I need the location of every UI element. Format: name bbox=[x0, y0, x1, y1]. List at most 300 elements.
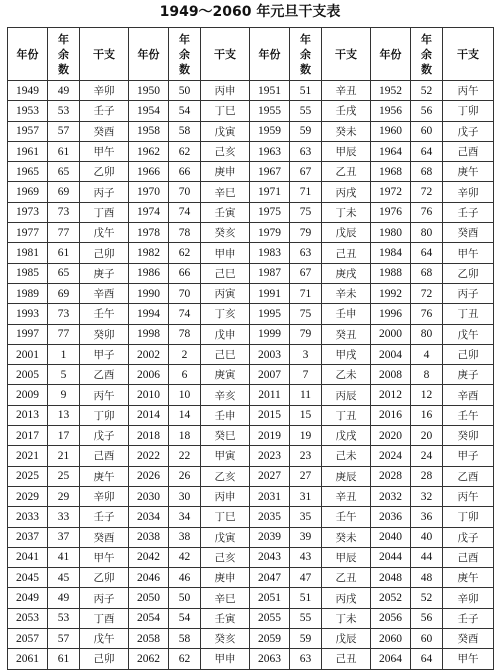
table-row bbox=[8, 466, 494, 486]
remainder-cell: 80 bbox=[411, 324, 443, 344]
table-row bbox=[8, 486, 494, 506]
year-cell: 2033 bbox=[8, 507, 48, 527]
year-cell: 1954 bbox=[129, 101, 169, 121]
remainder-cell: 71 bbox=[290, 182, 322, 202]
remainder-cell: 52 bbox=[411, 588, 443, 608]
year-cell: 2010 bbox=[129, 385, 169, 405]
year-cell: 2025 bbox=[8, 466, 48, 486]
table-row bbox=[8, 629, 494, 649]
year-cell: 2024 bbox=[371, 446, 411, 466]
remainder-cell: 69 bbox=[48, 283, 80, 303]
year-cell: 1950 bbox=[129, 81, 169, 101]
year-cell: 2064 bbox=[371, 649, 411, 669]
remainder-cell: 67 bbox=[290, 162, 322, 182]
ganzhi-cell: 戊午 bbox=[443, 324, 494, 344]
remainder-cell: 29 bbox=[48, 486, 80, 506]
year-cell: 1982 bbox=[129, 243, 169, 263]
ganzhi-cell: 己酉 bbox=[80, 446, 129, 466]
ganzhi-cell: 己卯 bbox=[443, 344, 494, 364]
table-row bbox=[8, 568, 494, 588]
ganzhi-cell: 甲子 bbox=[80, 344, 129, 364]
ganzhi-cell: 甲子 bbox=[443, 446, 494, 466]
ganzhi-cell: 丙辰 bbox=[322, 385, 371, 405]
year-cell: 1994 bbox=[129, 304, 169, 324]
ganzhi-cell: 丙申 bbox=[201, 81, 250, 101]
ganzhi-cell: 辛巳 bbox=[201, 182, 250, 202]
remainder-cell: 30 bbox=[169, 486, 201, 506]
remainder-cell: 67 bbox=[290, 263, 322, 283]
remainder-cell: 36 bbox=[411, 507, 443, 527]
ganzhi-cell: 丙戌 bbox=[322, 588, 371, 608]
ganzhi-cell: 丁丑 bbox=[443, 304, 494, 324]
year-cell: 2058 bbox=[129, 629, 169, 649]
ganzhi-cell: 癸酉 bbox=[443, 223, 494, 243]
year-cell: 1975 bbox=[250, 202, 290, 222]
year-cell: 2035 bbox=[250, 507, 290, 527]
year-cell: 1998 bbox=[129, 324, 169, 344]
header-row bbox=[8, 28, 494, 81]
year-cell: 2043 bbox=[250, 547, 290, 567]
year-cell: 2031 bbox=[250, 486, 290, 506]
remainder-cell: 70 bbox=[169, 283, 201, 303]
year-cell: 2057 bbox=[8, 629, 48, 649]
year-cell: 2061 bbox=[8, 649, 48, 669]
remainder-cell: 79 bbox=[290, 223, 322, 243]
remainder-cell: 58 bbox=[169, 121, 201, 141]
year-cell: 1973 bbox=[8, 202, 48, 222]
remainder-cell: 28 bbox=[411, 466, 443, 486]
ganzhi-cell: 庚午 bbox=[443, 162, 494, 182]
remainder-cell: 72 bbox=[411, 182, 443, 202]
year-cell: 1995 bbox=[250, 304, 290, 324]
ganzhi-cell: 辛酉 bbox=[443, 385, 494, 405]
table-row bbox=[8, 344, 494, 364]
ganzhi-cell: 戊午 bbox=[80, 629, 129, 649]
remainder-cell: 33 bbox=[48, 507, 80, 527]
ganzhi-cell: 戊寅 bbox=[201, 527, 250, 547]
ganzhi-cell: 壬子 bbox=[80, 507, 129, 527]
remainder-cell: 12 bbox=[411, 385, 443, 405]
remainder-cell: 68 bbox=[411, 263, 443, 283]
remainder-cell: 57 bbox=[48, 121, 80, 141]
year-cell: 2042 bbox=[129, 547, 169, 567]
year-cell: 2062 bbox=[129, 649, 169, 669]
remainder-cell: 70 bbox=[169, 182, 201, 202]
remainder-cell: 44 bbox=[411, 547, 443, 567]
year-cell: 2023 bbox=[250, 446, 290, 466]
remainder-cell: 50 bbox=[169, 588, 201, 608]
ganzhi-cell: 癸亥 bbox=[201, 223, 250, 243]
ganzhi-cell: 丙午 bbox=[443, 486, 494, 506]
ganzhi-cell: 辛卯 bbox=[443, 588, 494, 608]
ganzhi-cell: 辛丑 bbox=[322, 81, 371, 101]
ganzhi-cell: 丙午 bbox=[80, 385, 129, 405]
remainder-cell: 54 bbox=[169, 101, 201, 121]
remainder-cell: 78 bbox=[169, 223, 201, 243]
ganzhi-cell: 丁未 bbox=[322, 608, 371, 628]
ganzhi-cell: 丁巳 bbox=[201, 101, 250, 121]
year-cell: 2014 bbox=[129, 405, 169, 425]
year-cell: 1986 bbox=[129, 263, 169, 283]
year-cell: 1988 bbox=[371, 263, 411, 283]
ganzhi-cell: 丁亥 bbox=[201, 304, 250, 324]
remainder-cell: 68 bbox=[411, 162, 443, 182]
year-cell: 1979 bbox=[250, 223, 290, 243]
year-cell: 2029 bbox=[8, 486, 48, 506]
year-cell: 2037 bbox=[8, 527, 48, 547]
ganzhi-cell: 己酉 bbox=[443, 141, 494, 161]
table-row bbox=[8, 405, 494, 425]
header-year: 年份 bbox=[129, 28, 169, 81]
year-cell: 1983 bbox=[250, 243, 290, 263]
remainder-cell: 31 bbox=[290, 486, 322, 506]
remainder-cell: 78 bbox=[169, 324, 201, 344]
year-cell: 2051 bbox=[250, 588, 290, 608]
remainder-cell: 19 bbox=[290, 426, 322, 446]
remainder-cell: 80 bbox=[411, 223, 443, 243]
year-cell: 2022 bbox=[129, 446, 169, 466]
remainder-cell: 9 bbox=[48, 385, 80, 405]
ganzhi-cell: 丙午 bbox=[443, 81, 494, 101]
year-cell: 1981 bbox=[8, 243, 48, 263]
year-cell: 1949 bbox=[8, 81, 48, 101]
remainder-cell: 21 bbox=[48, 446, 80, 466]
ganzhi-cell: 戊戌 bbox=[322, 426, 371, 446]
remainder-cell: 38 bbox=[169, 527, 201, 547]
year-cell: 2016 bbox=[371, 405, 411, 425]
remainder-cell: 59 bbox=[290, 121, 322, 141]
year-cell: 1966 bbox=[129, 162, 169, 182]
year-cell: 1992 bbox=[371, 283, 411, 303]
ganzhi-cell: 壬午 bbox=[322, 507, 371, 527]
ganzhi-cell: 辛丑 bbox=[322, 486, 371, 506]
ganzhi-cell: 庚辰 bbox=[322, 466, 371, 486]
year-cell: 1953 bbox=[8, 101, 48, 121]
remainder-cell: 35 bbox=[290, 507, 322, 527]
year-cell: 1972 bbox=[371, 182, 411, 202]
ganzhi-cell: 壬申 bbox=[322, 304, 371, 324]
remainder-cell: 18 bbox=[169, 426, 201, 446]
year-cell: 2045 bbox=[8, 568, 48, 588]
year-cell: 2039 bbox=[250, 527, 290, 547]
remainder-cell: 50 bbox=[169, 81, 201, 101]
remainder-cell: 6 bbox=[169, 365, 201, 385]
remainder-cell: 62 bbox=[169, 141, 201, 161]
table-row bbox=[8, 182, 494, 202]
year-cell: 2006 bbox=[129, 365, 169, 385]
year-cell: 2059 bbox=[250, 629, 290, 649]
remainder-cell: 63 bbox=[290, 141, 322, 161]
remainder-cell: 8 bbox=[411, 365, 443, 385]
year-cell: 2046 bbox=[129, 568, 169, 588]
remainder-cell: 32 bbox=[411, 486, 443, 506]
ganzhi-cell: 丁酉 bbox=[80, 202, 129, 222]
remainder-cell: 75 bbox=[290, 304, 322, 324]
remainder-cell: 17 bbox=[48, 426, 80, 446]
remainder-cell: 73 bbox=[48, 304, 80, 324]
remainder-cell: 58 bbox=[169, 629, 201, 649]
remainder-cell: 20 bbox=[411, 426, 443, 446]
ganzhi-cell: 癸未 bbox=[322, 121, 371, 141]
remainder-cell: 64 bbox=[411, 649, 443, 669]
table-row bbox=[8, 649, 494, 669]
year-cell: 1969 bbox=[8, 182, 48, 202]
year-cell: 2019 bbox=[250, 426, 290, 446]
ganzhi-cell: 庚申 bbox=[201, 162, 250, 182]
header-ganzhi: 干支 bbox=[322, 28, 371, 81]
remainder-cell: 66 bbox=[169, 162, 201, 182]
ganzhi-cell: 己丑 bbox=[322, 243, 371, 263]
ganzhi-cell: 丁卯 bbox=[443, 507, 494, 527]
year-cell: 2047 bbox=[250, 568, 290, 588]
year-cell: 2021 bbox=[8, 446, 48, 466]
remainder-cell: 53 bbox=[48, 608, 80, 628]
remainder-cell: 49 bbox=[48, 588, 80, 608]
header-year: 年份 bbox=[371, 28, 411, 81]
year-cell: 2056 bbox=[371, 608, 411, 628]
ganzhi-cell: 乙亥 bbox=[201, 466, 250, 486]
remainder-cell: 64 bbox=[411, 243, 443, 263]
year-cell: 2002 bbox=[129, 344, 169, 364]
remainder-cell: 34 bbox=[169, 507, 201, 527]
remainder-cell: 60 bbox=[411, 629, 443, 649]
remainder-cell: 7 bbox=[290, 365, 322, 385]
remainder-cell: 66 bbox=[169, 263, 201, 283]
table-row bbox=[8, 608, 494, 628]
ganzhi-cell: 甲午 bbox=[443, 649, 494, 669]
ganzhi-cell: 癸丑 bbox=[322, 324, 371, 344]
remainder-cell: 24 bbox=[411, 446, 443, 466]
ganzhi-cell: 丁巳 bbox=[201, 507, 250, 527]
ganzhi-cell: 己卯 bbox=[80, 649, 129, 669]
ganzhi-cell: 己丑 bbox=[322, 649, 371, 669]
year-cell: 1991 bbox=[250, 283, 290, 303]
ganzhi-cell: 戊午 bbox=[80, 223, 129, 243]
header-year: 年份 bbox=[250, 28, 290, 81]
table-row bbox=[8, 243, 494, 263]
year-cell: 2041 bbox=[8, 547, 48, 567]
remainder-cell: 76 bbox=[411, 304, 443, 324]
table-row bbox=[8, 223, 494, 243]
year-cell: 1977 bbox=[8, 223, 48, 243]
remainder-cell: 53 bbox=[48, 101, 80, 121]
ganzhi-cell: 丙子 bbox=[443, 283, 494, 303]
remainder-cell: 16 bbox=[411, 405, 443, 425]
table-row bbox=[8, 263, 494, 283]
remainder-cell: 46 bbox=[169, 568, 201, 588]
remainder-cell: 57 bbox=[48, 629, 80, 649]
remainder-cell: 48 bbox=[411, 568, 443, 588]
year-cell: 1999 bbox=[250, 324, 290, 344]
year-cell: 1980 bbox=[371, 223, 411, 243]
ganzhi-cell: 戊子 bbox=[443, 527, 494, 547]
year-cell: 2000 bbox=[371, 324, 411, 344]
remainder-cell: 56 bbox=[411, 101, 443, 121]
ganzhi-cell: 戊辰 bbox=[322, 629, 371, 649]
year-cell: 2013 bbox=[8, 405, 48, 425]
ganzhi-cell: 己酉 bbox=[443, 547, 494, 567]
year-cell: 1956 bbox=[371, 101, 411, 121]
year-cell: 1984 bbox=[371, 243, 411, 263]
ganzhi-cell: 丙寅 bbox=[201, 283, 250, 303]
ganzhi-cell: 壬申 bbox=[201, 405, 250, 425]
remainder-cell: 59 bbox=[290, 629, 322, 649]
year-cell: 2050 bbox=[129, 588, 169, 608]
remainder-cell: 22 bbox=[169, 446, 201, 466]
remainder-cell: 40 bbox=[411, 527, 443, 547]
remainder-cell: 77 bbox=[48, 223, 80, 243]
ganzhi-table bbox=[7, 27, 494, 670]
year-cell: 2044 bbox=[371, 547, 411, 567]
year-cell: 2012 bbox=[371, 385, 411, 405]
year-cell: 2011 bbox=[250, 385, 290, 405]
header-ganzhi: 干支 bbox=[443, 28, 494, 81]
ganzhi-cell: 丙子 bbox=[80, 182, 129, 202]
ganzhi-cell: 壬子 bbox=[443, 202, 494, 222]
remainder-cell: 79 bbox=[290, 324, 322, 344]
year-cell: 1990 bbox=[129, 283, 169, 303]
year-cell: 2053 bbox=[8, 608, 48, 628]
remainder-cell: 26 bbox=[169, 466, 201, 486]
year-cell: 2049 bbox=[8, 588, 48, 608]
remainder-cell: 54 bbox=[169, 608, 201, 628]
ganzhi-cell: 乙卯 bbox=[443, 263, 494, 283]
ganzhi-cell: 癸未 bbox=[322, 527, 371, 547]
year-cell: 2015 bbox=[250, 405, 290, 425]
ganzhi-cell: 乙未 bbox=[322, 365, 371, 385]
year-cell: 1967 bbox=[250, 162, 290, 182]
ganzhi-cell: 乙丑 bbox=[322, 568, 371, 588]
year-cell: 1951 bbox=[250, 81, 290, 101]
year-cell: 1958 bbox=[129, 121, 169, 141]
year-cell: 1997 bbox=[8, 324, 48, 344]
year-cell: 2007 bbox=[250, 365, 290, 385]
header-remainder: 年 余 数 bbox=[169, 28, 201, 81]
ganzhi-cell: 己亥 bbox=[201, 141, 250, 161]
table-row bbox=[8, 446, 494, 466]
ganzhi-cell: 壬子 bbox=[80, 101, 129, 121]
ganzhi-cell: 乙卯 bbox=[80, 568, 129, 588]
year-cell: 2063 bbox=[250, 649, 290, 669]
remainder-cell: 73 bbox=[48, 202, 80, 222]
ganzhi-cell: 壬午 bbox=[443, 405, 494, 425]
table-row bbox=[8, 81, 494, 101]
table-row bbox=[8, 162, 494, 182]
table-row bbox=[8, 304, 494, 324]
header-year: 年份 bbox=[8, 28, 48, 81]
remainder-cell: 27 bbox=[290, 466, 322, 486]
ganzhi-cell: 丁卯 bbox=[80, 405, 129, 425]
year-cell: 2020 bbox=[371, 426, 411, 446]
year-cell: 1962 bbox=[129, 141, 169, 161]
year-cell: 2005 bbox=[8, 365, 48, 385]
ganzhi-cell: 庚寅 bbox=[201, 365, 250, 385]
ganzhi-cell: 甲辰 bbox=[322, 547, 371, 567]
remainder-cell: 4 bbox=[411, 344, 443, 364]
year-cell: 2048 bbox=[371, 568, 411, 588]
year-cell: 1955 bbox=[250, 101, 290, 121]
table-row bbox=[8, 324, 494, 344]
ganzhi-cell: 壬戌 bbox=[322, 101, 371, 121]
ganzhi-cell: 丁丑 bbox=[322, 405, 371, 425]
remainder-cell: 5 bbox=[48, 365, 80, 385]
ganzhi-cell: 甲申 bbox=[201, 243, 250, 263]
ganzhi-cell: 辛酉 bbox=[80, 283, 129, 303]
ganzhi-cell: 辛巳 bbox=[201, 588, 250, 608]
ganzhi-cell: 戊寅 bbox=[201, 121, 250, 141]
ganzhi-cell: 戊子 bbox=[443, 121, 494, 141]
remainder-cell: 37 bbox=[48, 527, 80, 547]
year-cell: 1964 bbox=[371, 141, 411, 161]
remainder-cell: 11 bbox=[290, 385, 322, 405]
ganzhi-cell: 癸卯 bbox=[80, 324, 129, 344]
ganzhi-cell: 丙申 bbox=[201, 486, 250, 506]
remainder-cell: 13 bbox=[48, 405, 80, 425]
remainder-cell: 47 bbox=[290, 568, 322, 588]
remainder-cell: 15 bbox=[290, 405, 322, 425]
ganzhi-cell: 戊子 bbox=[80, 426, 129, 446]
remainder-cell: 72 bbox=[411, 283, 443, 303]
ganzhi-cell: 己卯 bbox=[80, 243, 129, 263]
ganzhi-cell: 庚戌 bbox=[322, 263, 371, 283]
ganzhi-cell: 癸酉 bbox=[443, 629, 494, 649]
remainder-cell: 61 bbox=[48, 243, 80, 263]
ganzhi-cell: 戊辰 bbox=[322, 223, 371, 243]
year-cell: 1996 bbox=[371, 304, 411, 324]
year-cell: 2003 bbox=[250, 344, 290, 364]
ganzhi-cell: 辛未 bbox=[322, 283, 371, 303]
remainder-cell: 41 bbox=[48, 547, 80, 567]
year-cell: 2017 bbox=[8, 426, 48, 446]
remainder-cell: 49 bbox=[48, 81, 80, 101]
year-cell: 1959 bbox=[250, 121, 290, 141]
remainder-cell: 1 bbox=[48, 344, 80, 364]
header-remainder: 年 余 数 bbox=[290, 28, 322, 81]
remainder-cell: 71 bbox=[290, 283, 322, 303]
ganzhi-cell: 癸亥 bbox=[201, 629, 250, 649]
year-cell: 1971 bbox=[250, 182, 290, 202]
year-cell: 1960 bbox=[371, 121, 411, 141]
table-row bbox=[8, 283, 494, 303]
remainder-cell: 61 bbox=[48, 141, 80, 161]
table-row bbox=[8, 101, 494, 121]
remainder-cell: 55 bbox=[290, 608, 322, 628]
remainder-cell: 75 bbox=[290, 202, 322, 222]
remainder-cell: 65 bbox=[48, 162, 80, 182]
remainder-cell: 63 bbox=[290, 243, 322, 263]
remainder-cell: 52 bbox=[411, 81, 443, 101]
ganzhi-cell: 壬寅 bbox=[201, 202, 250, 222]
remainder-cell: 3 bbox=[290, 344, 322, 364]
remainder-cell: 43 bbox=[290, 547, 322, 567]
table-row bbox=[8, 426, 494, 446]
ganzhi-cell: 辛卯 bbox=[80, 486, 129, 506]
remainder-cell: 60 bbox=[411, 121, 443, 141]
table-row bbox=[8, 527, 494, 547]
ganzhi-cell: 庚子 bbox=[443, 365, 494, 385]
year-cell: 1961 bbox=[8, 141, 48, 161]
ganzhi-cell: 甲申 bbox=[201, 649, 250, 669]
remainder-cell: 77 bbox=[48, 324, 80, 344]
year-cell: 1974 bbox=[129, 202, 169, 222]
year-cell: 1957 bbox=[8, 121, 48, 141]
year-cell: 2008 bbox=[371, 365, 411, 385]
remainder-cell: 45 bbox=[48, 568, 80, 588]
table-row bbox=[8, 507, 494, 527]
remainder-cell: 74 bbox=[169, 304, 201, 324]
year-cell: 2001 bbox=[8, 344, 48, 364]
year-cell: 2018 bbox=[129, 426, 169, 446]
